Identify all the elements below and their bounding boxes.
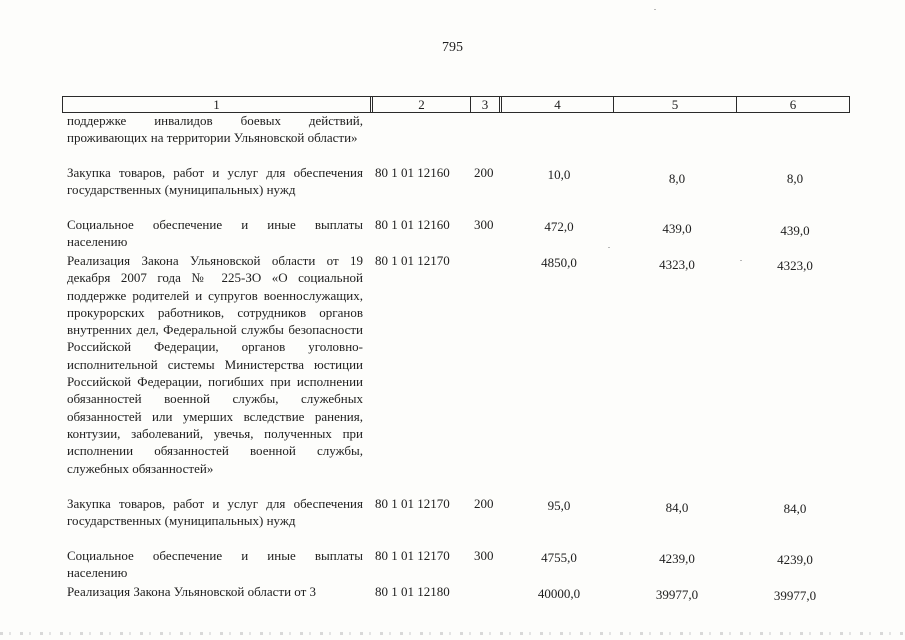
row-value-6: 8,0	[786, 171, 804, 186]
row-value-5: 39977,0	[655, 587, 699, 602]
row-value-5: 4323,0	[659, 257, 695, 272]
row-name: Социальное обеспечение и иные выплаты населению	[67, 217, 363, 250]
header-col-2: 2	[418, 97, 425, 112]
row-value-4: 95,0	[547, 498, 571, 513]
row-value-4: 40000,0	[537, 586, 581, 601]
row-vr: 300	[474, 548, 494, 563]
row-name: Социальное обеспечение и иные выплаты населению	[67, 548, 363, 581]
header-col-4: 4	[554, 97, 561, 112]
row-name: Реализация Закона Ульяновской области от 3	[67, 584, 317, 599]
row-vr: 300	[474, 217, 494, 232]
row-name: поддержке инвалидов боевых действий, проживающих на территории Ульяновской области»	[67, 113, 363, 146]
row-value-6: 84,0	[783, 501, 807, 516]
row-value-4: 472,0	[544, 219, 574, 234]
scan-speck	[654, 9, 656, 10]
row-value-4: 10,0	[547, 167, 571, 182]
header-col-6: 6	[789, 97, 797, 112]
row-vr: 200	[474, 165, 494, 180]
row-value-6: 39977,0	[773, 588, 817, 603]
row-value-5: 4239,0	[659, 551, 695, 566]
row-value-6: 439,0	[780, 223, 810, 238]
header-col-1: 1	[213, 97, 220, 112]
row-value-6: 4323,0	[777, 258, 813, 273]
scan-speck	[740, 260, 742, 261]
row-value-4: 4755,0	[541, 550, 577, 565]
row-value-4: 4850,0	[541, 255, 577, 270]
row-code: 80 1 01 12170	[375, 496, 450, 511]
row-vr: 200	[474, 496, 494, 511]
row-value-5: 84,0	[665, 500, 689, 515]
page-number: 795	[442, 40, 463, 55]
row-name: Закупка товаров, работ и услуг для обеспечения государственных (муниципальных) нужд	[67, 496, 363, 529]
row-code: 80 1 01 12160	[375, 217, 450, 232]
row-code: 80 1 01 12180	[375, 584, 450, 599]
row-value-5: 8,0	[668, 171, 686, 186]
row-code: 80 1 01 12170	[375, 253, 450, 268]
row-code: 80 1 01 12160	[375, 165, 450, 180]
row-name: Реализация Закона Ульяновской области от 19 декабря 2007 года № 225-ЗО «О социальной поддержке родителей и супругов военнослужащих, прокурорских работников, сотрудников органов внутренних дел, Федеральной службы безопасности Российской Федерации, органов уголовно-исполнительной системы Министерства юстиции Российской Федерации, погибших при исполнении обязанностей военной службы, служебных обязанностей или умерших вследствие ранения, контузии, заболеваний, увечья, полученных при исполнении обязанностей военной службы, служебных обязанностей»	[67, 253, 363, 476]
table-header-row	[62, 96, 850, 113]
scan-edge-noise	[0, 632, 905, 635]
row-name: Закупка товаров, работ и услуг для обеспечения государственных (муниципальных) нужд	[67, 165, 363, 198]
scan-speck	[608, 247, 610, 248]
row-value-5: 439,0	[662, 221, 692, 236]
row-code: 80 1 01 12170	[375, 548, 450, 563]
header-col-3: 3	[481, 97, 489, 112]
header-col-5: 5	[671, 97, 679, 112]
row-value-6: 4239,0	[777, 552, 813, 567]
